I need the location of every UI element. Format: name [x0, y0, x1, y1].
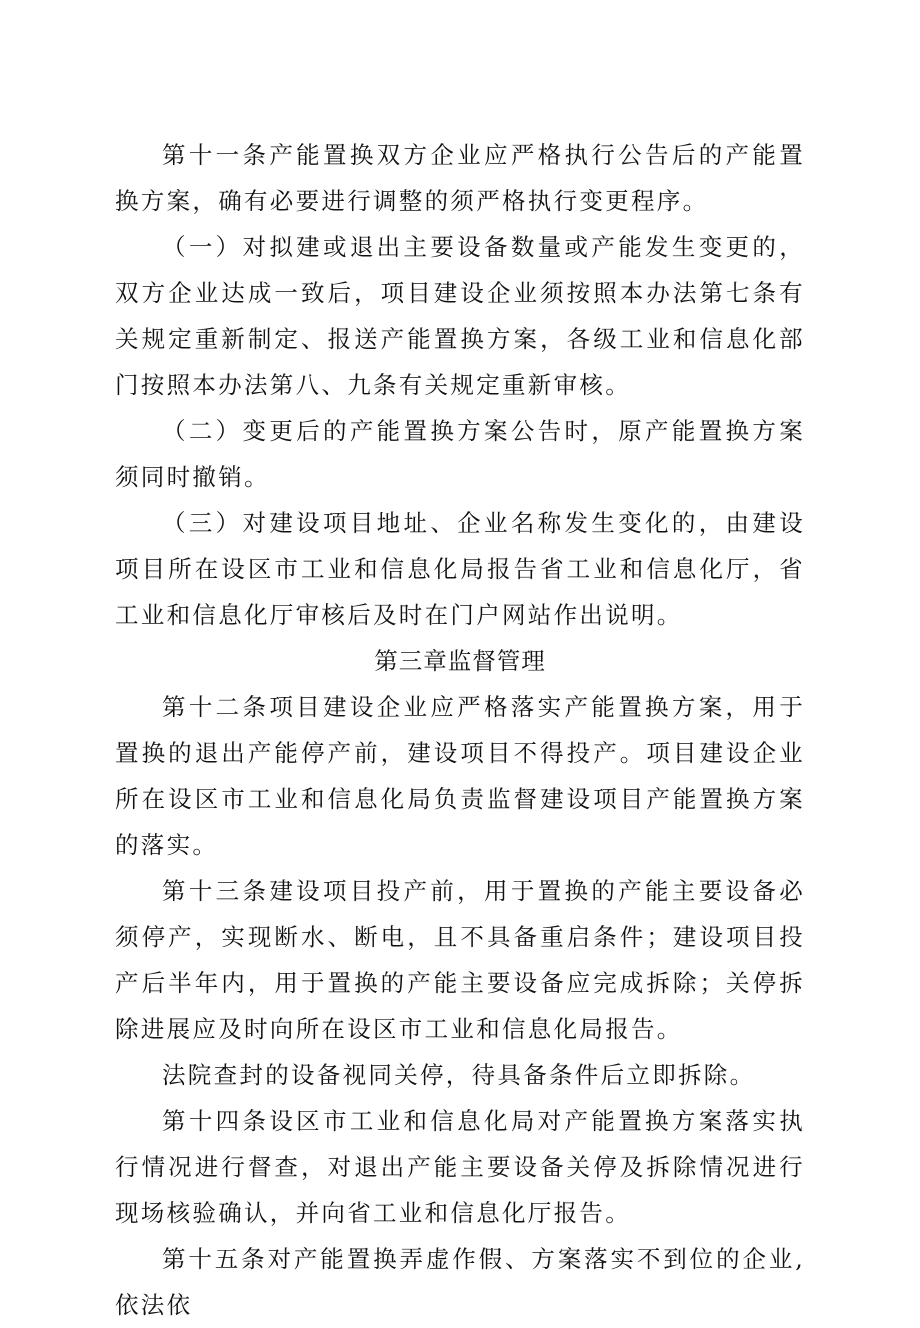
article-11-paragraph: 第十一条产能置换双方企业应严格执行公告后的产能置换方案，确有必要进行调整的须严格执行变更程序。 [115, 141, 805, 215]
article-15-paragraph: 第十五条对产能置换弄虚作假、方案落实不到位的企业,依法依 [115, 1245, 805, 1319]
chapter-heading: 第三章监督管理 [374, 647, 546, 675]
article-11-item-2: （二）变更后的产能置换方案公告时，原产能置换方案须同时撤销。 [115, 417, 805, 491]
article-11-item-3: （三）对建设项目地址、企业名称发生变化的，由建设项目所在设区市工业和信息化局报告省工业和信息化厅，省工业和信息化厅审核后及时在门户网站作出说明。 [115, 509, 805, 629]
article-12-paragraph: 第十二条项目建设企业应严格落实产能置换方案，用于置换的退出产能停产前，建设项目不得投产。项目建设企业所在设区市工业和信息化局负责监督建设项目产能置换方案的落实。 [115, 693, 805, 859]
article-11-item-1: （一）对拟建或退出主要设备数量或产能发生变更的，双方企业达成一致后，项目建设企业须按照本办法第七条有关规定重新制定、报送产能置换方案，各级工业和信息化部门按照本办法第八、九条有关规定重新审核。 [115, 233, 805, 399]
article-13-paragraph: 第十三条建设项目投产前，用于置换的产能主要设备必须停产，实现断水、断电，且不具备重启条件；建设项目投产后半年内，用于置换的产能主要设备应完成拆除；关停拆除进展应及时向所在设区市工业和信息化局报告。 [115, 877, 805, 1043]
article-13-note: 法院查封的设备视同关停，待具备条件后立即拆除。 [162, 1061, 756, 1089]
document-body [115, 132, 805, 1328]
article-14-paragraph: 第十四条设区市工业和信息化局对产能置换方案落实执行情况进行督查，对退出产能主要设备关停及拆除情况进行现场核验确认，并向省工业和信息化厅报告。 [115, 1107, 805, 1227]
